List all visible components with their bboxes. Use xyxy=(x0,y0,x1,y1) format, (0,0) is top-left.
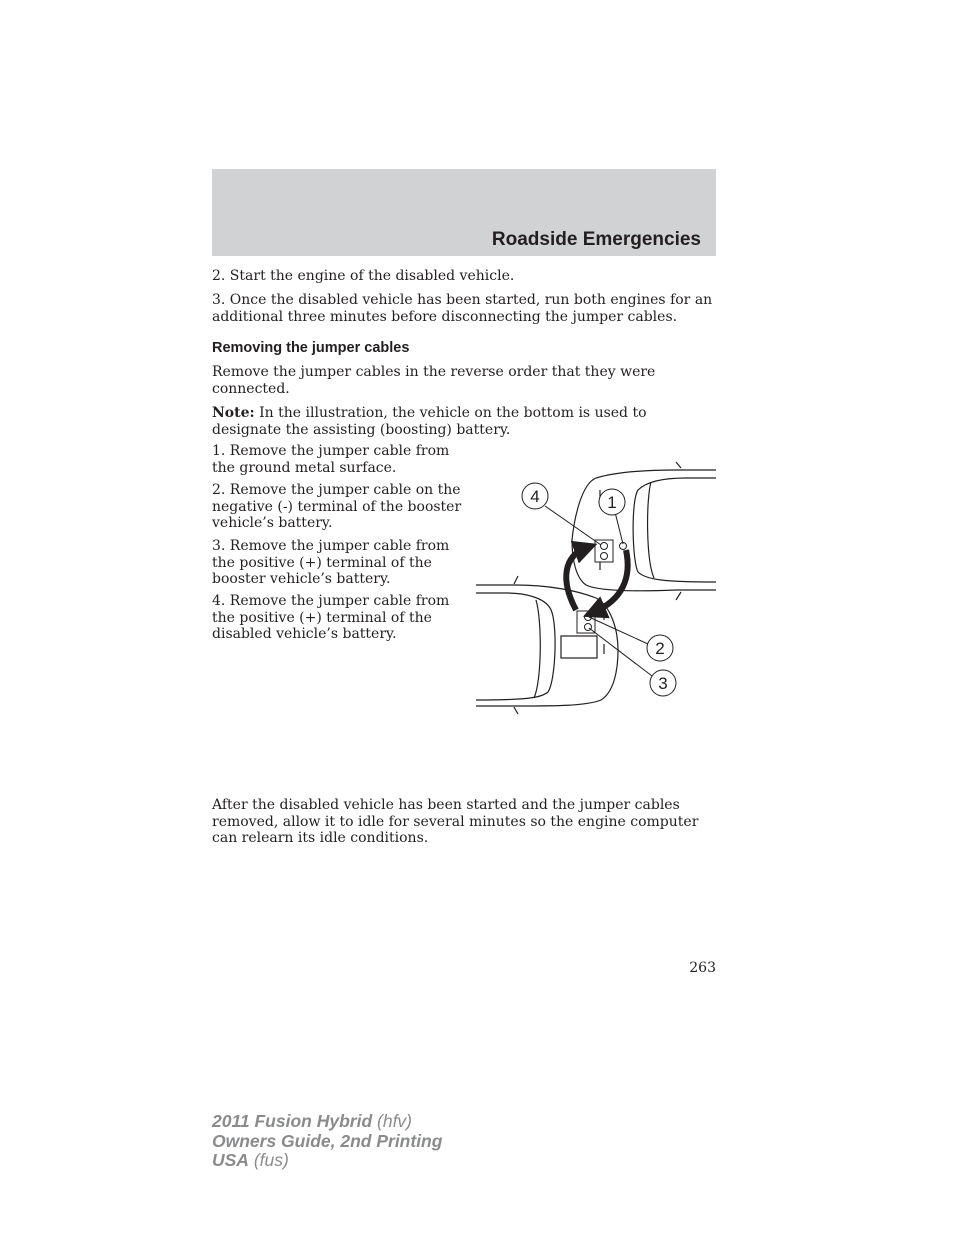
note-paragraph xyxy=(212,405,716,438)
closing-paragraph: After the disabled vehicle has been started and the jumper cables removed, allow it to idle for several minutes so the engine computer can relearn its idle conditions. xyxy=(212,797,699,846)
paragraph-step-2: 2. Start the engine of the disabled vehicle. xyxy=(212,268,515,284)
jumper-cable-diagram xyxy=(476,460,716,715)
subheading: Removing the jumper cables xyxy=(212,340,410,356)
callouts xyxy=(522,483,676,696)
header-band xyxy=(212,169,716,256)
booster-vehicle xyxy=(476,576,618,714)
disabled-battery xyxy=(595,540,627,562)
footer-market: USA xyxy=(212,1150,249,1170)
callout-4: 4 xyxy=(530,487,540,506)
footer-line-1 xyxy=(212,1112,442,1132)
jumper-cable-illustration xyxy=(476,460,716,715)
page-number: 263 xyxy=(689,960,716,976)
footer-model-code: (hfv) xyxy=(372,1111,413,1131)
cable-arrow-left xyxy=(566,548,586,610)
note-text: In the illustration, the vehicle on the bottom is used to designate the assisting (boosting) battery. xyxy=(212,405,647,438)
footer xyxy=(212,1112,442,1171)
booster-battery xyxy=(577,611,595,633)
removal-step-2: 2. Remove the jumper cable on the negative (-) terminal of the booster vehicle’s battery. xyxy=(212,482,462,531)
paragraph-step-3: 3. Once the disabled vehicle has been started, run both engines for an additional three minutes before disconnecting the jumper cables. xyxy=(212,292,713,325)
intro-paragraph: Remove the jumper cables in the reverse order that they were connected. xyxy=(212,364,656,397)
footer-guide: Owners Guide, 2nd Printing xyxy=(212,1130,443,1151)
callout-1: 1 xyxy=(607,493,617,512)
callout-2: 2 xyxy=(655,639,665,658)
removal-step-1: 1. Remove the jumper cable from the ground metal surface. xyxy=(212,443,450,476)
note-label: Note: xyxy=(212,405,255,421)
section-title: Roadside Emergencies xyxy=(491,229,701,250)
footer-model: 2011 Fusion Hybrid xyxy=(212,1111,373,1131)
footer-line-3 xyxy=(212,1151,442,1171)
removal-step-4: 4. Remove the jumper cable from the positive (+) terminal of the disabled vehicle’s battery. xyxy=(212,593,450,642)
removal-step-3: 3. Remove the jumper cable from the positive (+) terminal of the booster vehicle’s battery. xyxy=(212,538,450,587)
disabled-vehicle xyxy=(572,462,716,600)
callout-3: 3 xyxy=(658,674,668,693)
footer-line-2 xyxy=(212,1132,442,1152)
footer-market-code: (fus) xyxy=(248,1150,289,1170)
